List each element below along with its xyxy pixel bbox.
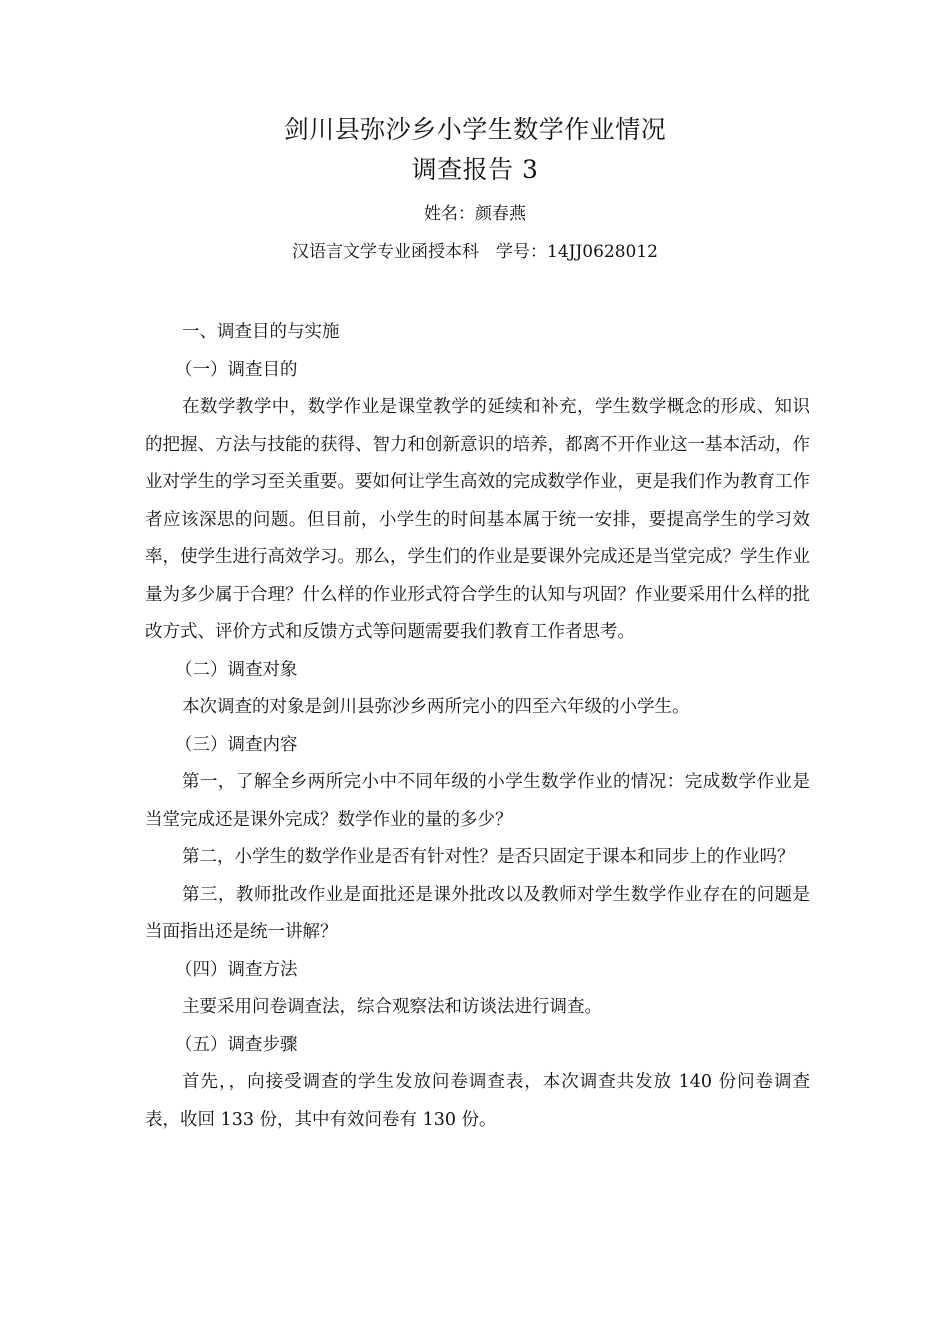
paragraph-subjects: 本次调查的对象是剑川县弥沙乡两所完小的四至六年级的小学生。 — [182, 697, 690, 717]
subsection-heading-steps: （五）调查步骤 — [175, 1034, 298, 1055]
section-heading-1: 一、调查目的与实施 — [182, 322, 340, 342]
document-title-line-2: 调查报告 3 — [411, 155, 539, 184]
paragraph-content-third: 第三，教师批改作业是面批还是课外批改以及教师对学生数学作业存在的问题是当面指出还是统一讲解？ — [145, 884, 810, 942]
document-title-line-1: 剑川县弥沙乡小学生数学作业情况 — [283, 115, 667, 144]
document-body — [145, 314, 810, 1139]
paragraph-purpose: 在数学教学中，数学作业是课堂教学的延续和补充，学生数学概念的形成、知识的把握、方法与技能的获得、智力和创新意识的培养，都离不开作业这一基本活动，作业对学生的学习至关重要。要如何让学生高效的完成数学作业，更是我们作为教育工作者应该深思的问题。但目前，小学生的时间基本属于统一安排，要提高学生的学习效率，使学生进行高效学习。那么，学生们的作业是要课外完成还是当堂完成？学生作业量为多少属于合理？什么样的作业形式符合学生的认知与巩固？作业要采用什么样的批改方式、评价方式和反馈方式等问题需要我们教育工作者思考。 — [145, 397, 810, 642]
paragraph-content-first: 第一，了解全乡两所完小中不同年级的小学生数学作业的情况：完成数学作业是当堂完成还是课外完成？数学作业的量的多少？ — [145, 772, 810, 830]
subsection-heading-content: （三）调查内容 — [175, 734, 298, 755]
paragraph-steps: 首先，，向接受调查的学生发放问卷调查表，本次调查共发放 140 份问卷调查表，收回 133 份，其中有效问卷有 130 份。 — [145, 1072, 810, 1130]
author-name: 姓名：颜春燕 — [424, 204, 526, 224]
subsection-heading-methods: （四）调查方法 — [175, 959, 298, 980]
subsection-heading-subjects: （二）调查对象 — [175, 659, 298, 680]
paragraph-content-second: 第二，小学生的数学作业是否有针对性？是否只固定于课本和同步上的作业吗？ — [182, 847, 795, 867]
paragraph-methods: 主要采用问卷调查法，综合观察法和访谈法进行调查。 — [182, 997, 602, 1017]
major-and-student-id: 汉语言文学专业函授本科 学号：14JJ0628012 — [292, 242, 658, 262]
subsection-heading-purpose: （一）调查目的 — [175, 359, 298, 380]
